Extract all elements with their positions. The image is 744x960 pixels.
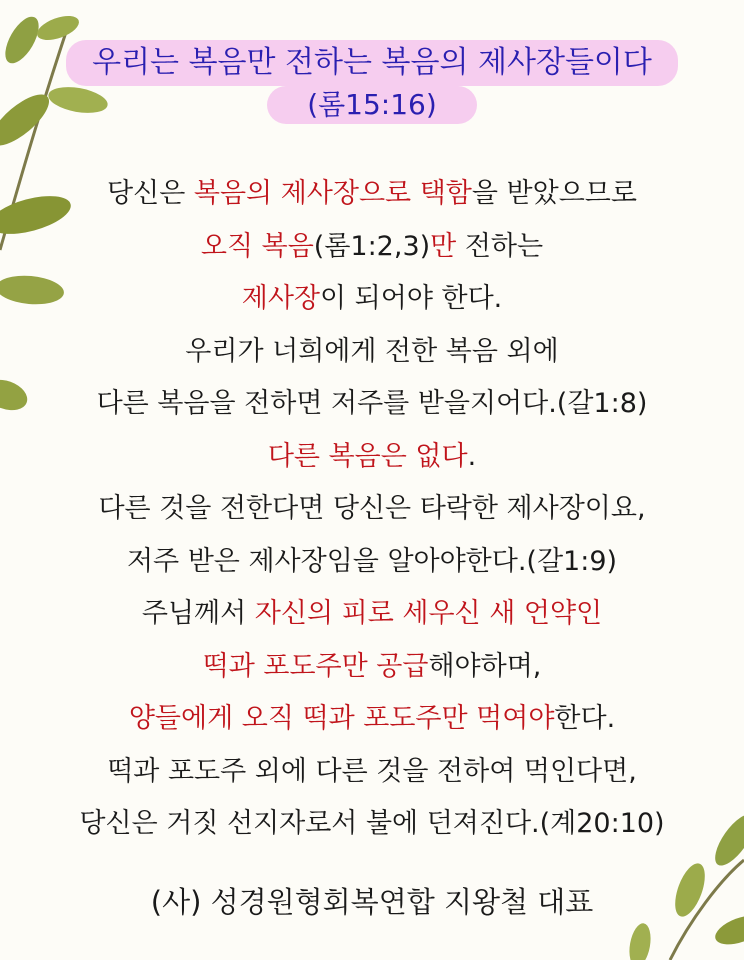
body-line-1: 당신은 복음의 제사장으로 택함을 받았으므로 [107,178,637,209]
body-line-5: 다른 복음을 전하면 저주를 받을지어다.(갈1:8) [96,388,648,419]
body-line-6: 다른 복음은 없다. [267,440,477,472]
body-line-2: 오직 복음(롬1:2,3)만 전하는 [200,230,544,262]
body-line-13: 당신은 거짓 선지자로서 불에 던져진다.(계20:10) [79,808,665,839]
title-line-2: (롬15:16) [267,86,477,124]
footer-signature: (사) 성경원형회복연합 지왕철 대표 [150,885,594,919]
body-line-3: 제사장이 되어야 한다. [241,283,503,314]
body-line-4: 우리가 너희에게 전한 복음 외에 [185,335,559,367]
body-line-12: 떡과 포도주 외에 다른 것을 전하여 먹인다면, [107,755,637,787]
body-line-7: 다른 것을 전한다면 당신은 타락한 제사장이요, [98,493,646,524]
body-line-10: 떡과 포도주만 공급해야하며, [202,650,542,682]
body-line-8: 저주 받은 제사장임을 알아야한다.(갈1:9) [126,545,618,577]
body-line-11: 양들에게 오직 떡과 포도주만 먹여야한다. [128,703,616,734]
body-line-9: 주님께서 자신의 피로 세우신 새 언약인 [141,598,603,629]
title-line-1: 우리는 복음만 전하는 복음의 제사장들이다 [66,40,678,86]
body-text [0,168,744,851]
title [0,40,744,124]
